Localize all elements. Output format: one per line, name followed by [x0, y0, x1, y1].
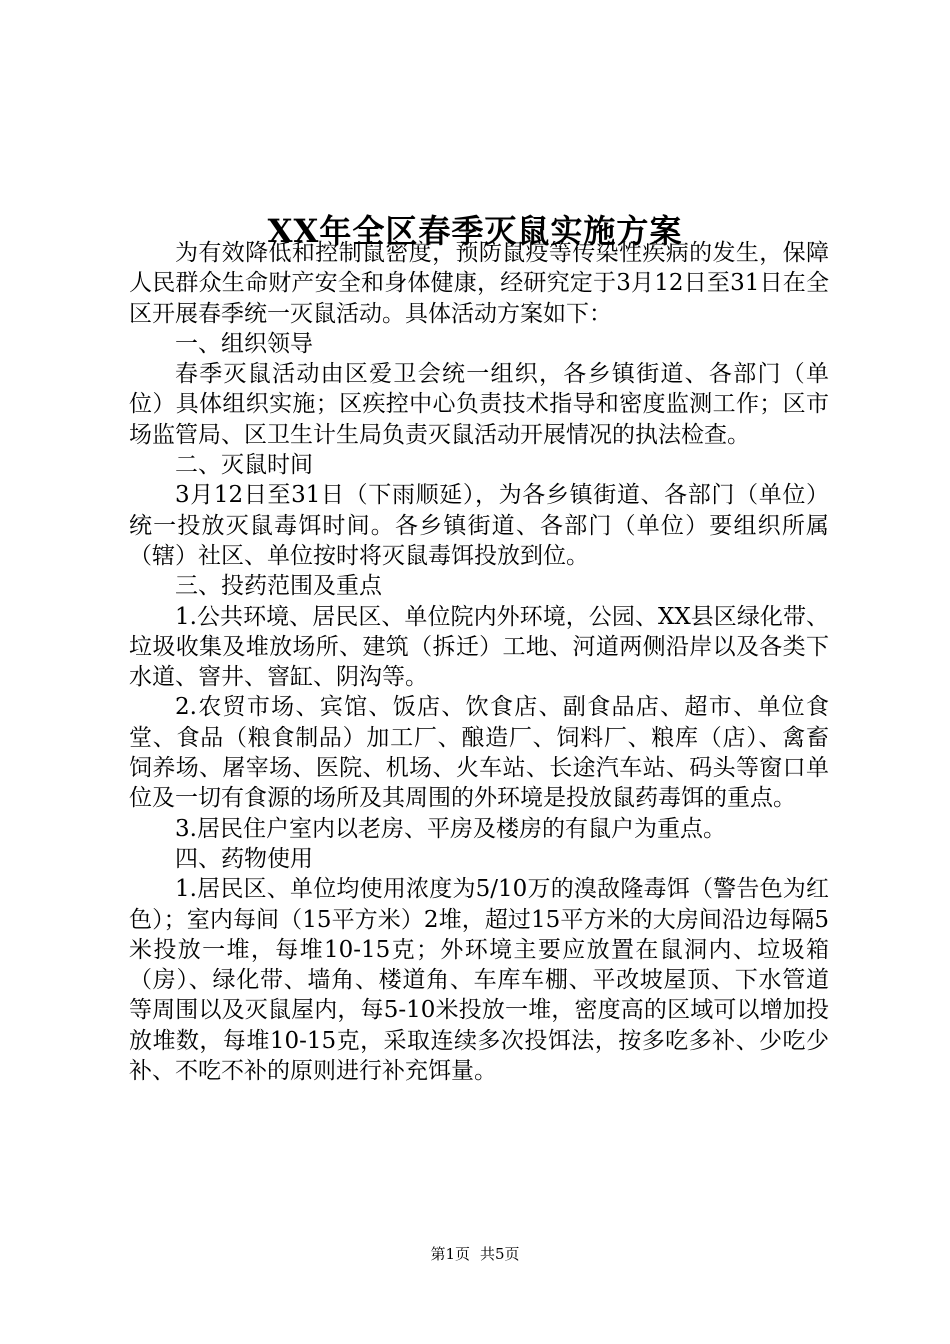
intro-paragraph: 为有效降低和控制鼠密度，预防鼠疫等传染性疾病的发生，保障人民群众生命财产安全和身体健康，经研究定于3月12日至31日在全区开展春季统一灭鼠活动。具体活动方案如下：	[129, 240, 829, 327]
document-body	[129, 238, 829, 1086]
section-heading-time: 二、灭鼠时间	[175, 452, 313, 479]
scope-item-3: 3.居民住户室内以老房、平房及楼房的有鼠户为重点。	[175, 815, 726, 842]
section-heading-scope: 三、投药范围及重点	[175, 573, 382, 600]
time-paragraph: 3月12日至31日（下雨顺延），为各乡镇街道、各部门（单位）统一投放灭鼠毒饵时间。各乡镇街道、各部门（单位）要组织所属（辖）社区、单位按时将灭鼠毒饵投放到位。	[129, 482, 829, 569]
page-footer	[0, 1243, 950, 1265]
scope-item-1: 1.公共环境、居民区、单位院内外环境，公园、XX县区绿化带、垃圾收集及堆放场所、建筑（拆迁）工地、河道两侧沿岸以及各类下水道、窨井、窨缸、阴沟等。	[129, 603, 829, 691]
section-heading-organization: 一、组织领导	[175, 330, 313, 357]
organization-paragraph: 春季灭鼠活动由区爱卫会统一组织，各乡镇街道、各部门（单位）具体组织实施；区疾控中心负责技术指导和密度监测工作；区市场监管局、区卫生计生局负责灭鼠活动开展情况的执法检查。	[129, 361, 829, 448]
section-heading-drug-use: 四、药物使用	[175, 845, 313, 872]
scope-item-2: 2.农贸市场、宾馆、饭店、饮食店、副食品店、超市、单位食堂、食品（粮食制品）加工厂、酿造厂、饲料厂、粮库（店）、禽畜饲养场、屠宰场、医院、机场、火车站、长途汽车站、码头等窗口单位及一切有食源的场所及其周围的外环境是投放鼠药毒饵的重点。	[129, 694, 829, 812]
drug-use-item-1: 1.居民区、单位均使用浓度为5/10万的溴敌隆毒饵（警告色为红色）；室内每间（15平方米）2堆，超过15平方米的大房间沿边每隔5米投放一堆，每堆10-15克；外环境主要应放置在鼠洞内、垃圾箱（房）、绿化带、墙角、楼道角、车库车棚、平改坡屋顶、下水管道等周围以及灭鼠屋内，每5-10米投放一堆，密度高的区域可以增加投放堆数，每堆10-15克，采取连续多次投饵法，按多吃多补、少吃少补、不吃不补的原则进行补充饵量。	[129, 876, 829, 1085]
page-number: 第1页	[430, 1245, 470, 1263]
page-total: 共5页	[480, 1245, 520, 1263]
document-title: XX年全区春季灭鼠实施方案	[267, 212, 683, 251]
